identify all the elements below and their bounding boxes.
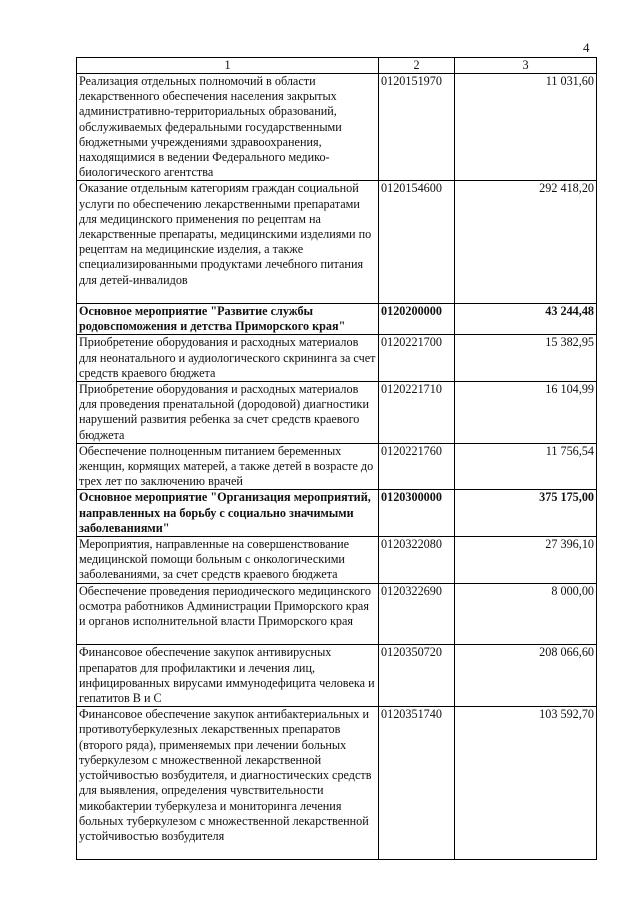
row-code: 0120151970 [379,74,455,181]
column-header-code: 2 [379,58,455,74]
table-row [77,645,597,707]
row-amount: 292 418,20 [455,181,597,304]
row-name: Обеспечение проведения периодического медицинского осмотра работников Администрации Приморского края и органов исполнительной власти Приморского края [77,583,379,645]
page-number: 4 [583,40,590,55]
row-amount: 11 031,60 [455,74,597,181]
row-name: Основное мероприятие "Развитие службы родовспоможения и детства Приморского края" [77,304,379,335]
row-amount: 43 244,48 [455,304,597,335]
row-name: Оказание отдельным категориям граждан социальной услуги по обеспечению лекарственными препаратами для медицинского применения по рецептам на лекарственные препараты, медицинскими изделиями по рецептам на медицинские изделия, а также специализированными продуктами лечебного питания для детей-инвалидов [77,181,379,304]
table-row [77,382,597,444]
row-name: Обеспечение полноценным питанием беременных женщин, кормящих матерей, а также детей в возрасте до трех лет по заключению врачей [77,443,379,490]
column-header-name: 1 [77,58,379,74]
table-row [77,537,597,584]
row-name: Основное мероприятие "Организация мероприятий, направленных на борьбу с социально значимыми заболеваниями" [77,490,379,537]
row-name: Финансовое обеспечение закупок антивирусных препаратов для профилактики и лечения лиц, инфицированных вирусами иммунодефицита человека и гепатитов B и C [77,645,379,707]
row-name: Реализация отдельных полномочий в области лекарственного обеспечения населения закрытых административно-территориальных образований, обслуживаемых федеральными государственными бюджетными учреждениями здравоохранения, находящимися в ведении Федерального медико-биологического агентства [77,74,379,181]
table-row [77,181,597,304]
table-row [77,335,597,382]
table-row [77,707,597,860]
table-row [77,443,597,490]
row-amount: 27 396,10 [455,537,597,584]
row-code: 0120322690 [379,583,455,645]
table-row-section [77,490,597,537]
row-name: Мероприятия, направленные на совершенствование медицинской помощи больным с онкологическими заболеваниями, за счет средств краевого бюджета [77,537,379,584]
row-name: Финансовое обеспечение закупок антибактериальных и противотуберкулезных лекарственных препаратов (второго ряда), применяемых при лечении больных туберкулезом с множественной лекарственной устойчивостью возбудителя, и диагностических средств для выявления, определения чувствительности микобактерии туберкулеза и мониторинга лечения больных туберкулезом с множественной лекарственной устойчивостью возбудителя [77,707,379,860]
row-code: 0120221700 [379,335,455,382]
table-row [77,583,597,645]
row-amount: 8 000,00 [455,583,597,645]
column-header-amount: 3 [455,58,597,74]
row-name: Приобретение оборудования и расходных материалов для неонатального и аудиологического скрининга за счет средств краевого бюджета [77,335,379,382]
budget-table [76,57,597,860]
row-code: 0120221710 [379,382,455,444]
row-amount: 11 756,54 [455,443,597,490]
row-amount: 15 382,95 [455,335,597,382]
row-code: 0120200000 [379,304,455,335]
row-amount: 208 066,60 [455,645,597,707]
row-code: 0120351740 [379,707,455,860]
row-code: 0120221760 [379,443,455,490]
row-code: 0120322080 [379,537,455,584]
row-code: 0120350720 [379,645,455,707]
row-amount: 375 175,00 [455,490,597,537]
row-amount: 103 592,70 [455,707,597,860]
table-row-section [77,304,597,335]
table-header-row [77,58,597,74]
row-amount: 16 104,99 [455,382,597,444]
row-name: Приобретение оборудования и расходных материалов для проведения пренатальной (дородовой) диагностики нарушений развития ребенка за счет средств краевого бюджета [77,382,379,444]
row-code: 0120154600 [379,181,455,304]
row-code: 0120300000 [379,490,455,537]
table-row [77,74,597,181]
